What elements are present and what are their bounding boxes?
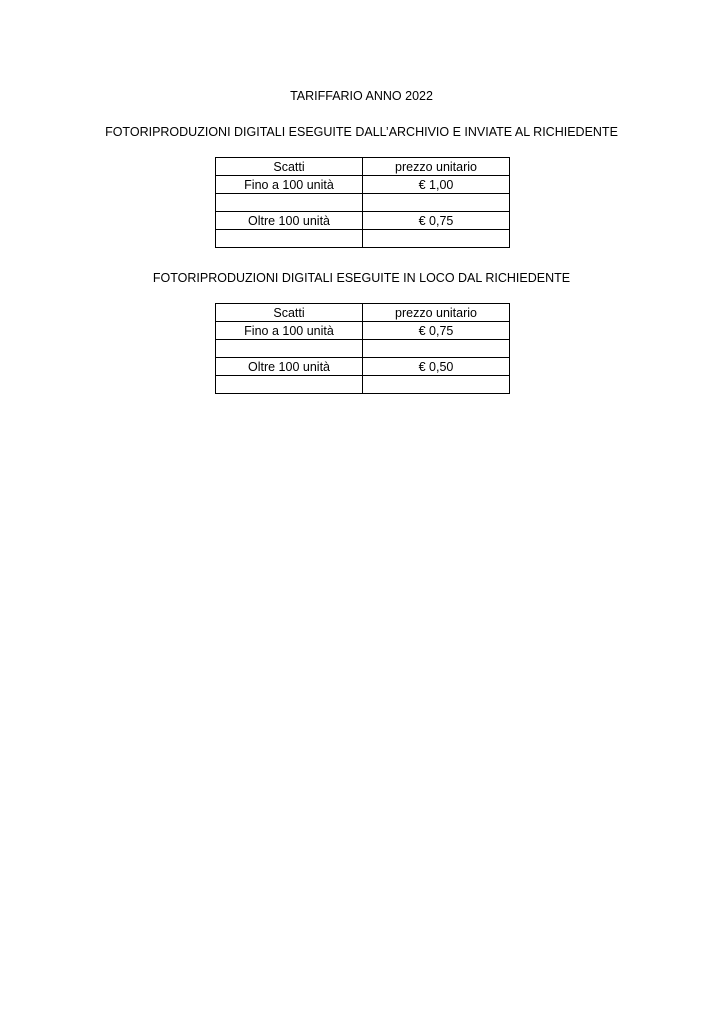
column-header-shots: Scatti	[216, 158, 363, 176]
tariff-table-onsite	[215, 303, 510, 394]
table-cell-price: € 0,50	[363, 358, 510, 376]
table-row	[216, 176, 510, 194]
table-cell-price: € 0,75	[363, 322, 510, 340]
table-cell-price: € 0,75	[363, 212, 510, 230]
table-cell-shots	[216, 230, 363, 248]
table-row	[216, 212, 510, 230]
table-row	[216, 322, 510, 340]
table-cell-shots: Oltre 100 unità	[216, 212, 363, 230]
table-cell-price	[363, 376, 510, 394]
table-cell-shots	[216, 340, 363, 358]
table-row	[216, 194, 510, 212]
table-cell-price	[363, 230, 510, 248]
table-header-row	[216, 304, 510, 322]
table-header-row	[216, 158, 510, 176]
table-row	[216, 340, 510, 358]
table-cell-price: € 1,00	[363, 176, 510, 194]
column-header-shots: Scatti	[216, 304, 363, 322]
document-title: TARIFFARIO ANNO 2022	[290, 89, 433, 103]
column-header-unit-price: prezzo unitario	[363, 304, 510, 322]
table-cell-shots	[216, 376, 363, 394]
column-header-unit-price: prezzo unitario	[363, 158, 510, 176]
table-cell-price	[363, 340, 510, 358]
table-row	[216, 358, 510, 376]
tariff-table-archive	[215, 157, 510, 248]
table-row	[216, 230, 510, 248]
section-title-onsite: FOTORIPRODUZIONI DIGITALI ESEGUITE IN LOCO DAL RICHIEDENTE	[152, 271, 571, 285]
section-title-archive: FOTORIPRODUZIONI DIGITALI ESEGUITE DALL’ARCHIVIO E INVIATE AL RICHIEDENTE	[105, 125, 618, 139]
table-cell-shots: Oltre 100 unità	[216, 358, 363, 376]
table-cell-shots: Fino a 100 unità	[216, 176, 363, 194]
table-row	[216, 376, 510, 394]
table-cell-shots: Fino a 100 unità	[216, 322, 363, 340]
table-cell-shots	[216, 194, 363, 212]
table-cell-price	[363, 194, 510, 212]
